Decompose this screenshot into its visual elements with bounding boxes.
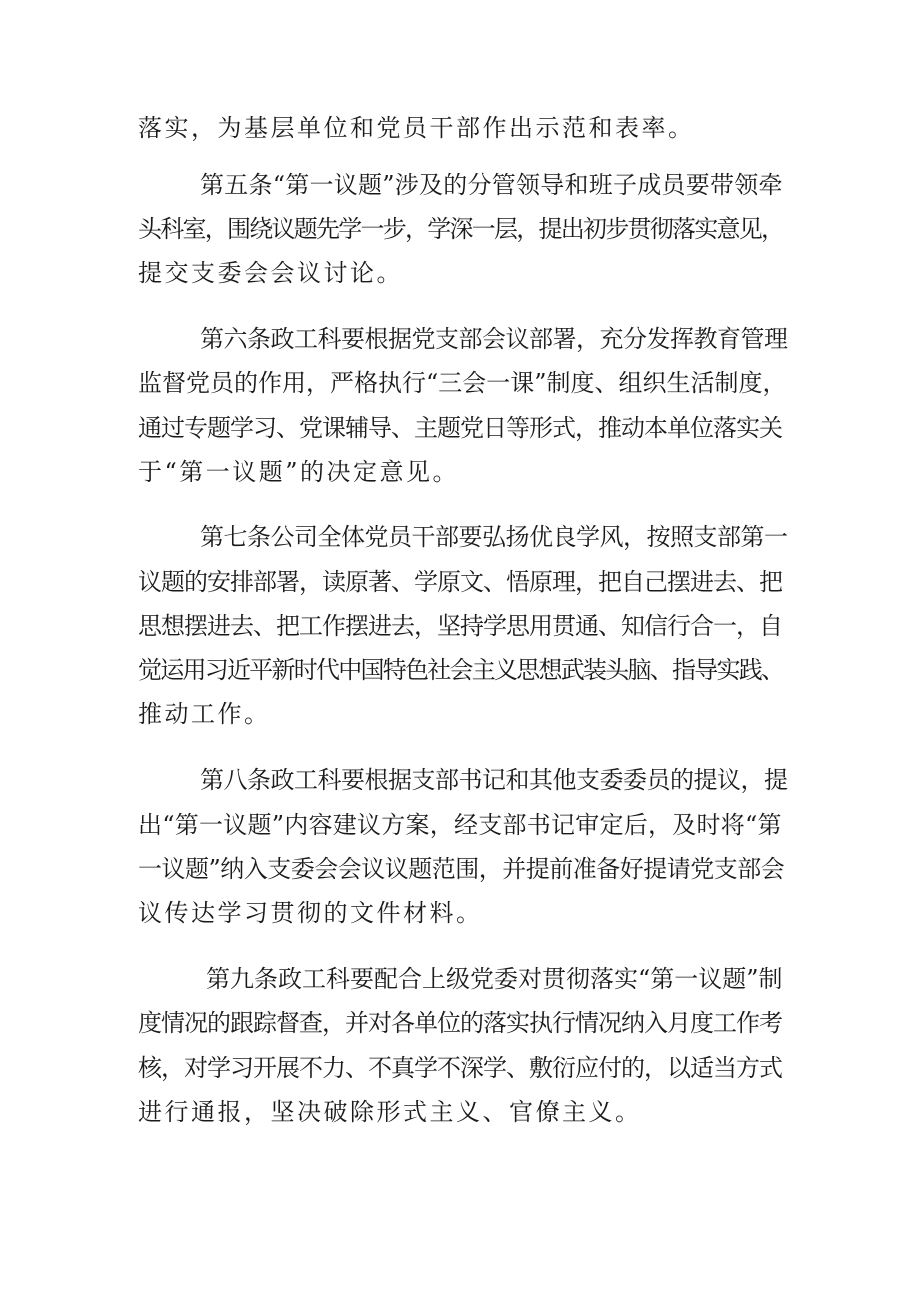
article-9-line-3: 核，对学习开展不力、不真学不深学、敷衍应付的，以适当方式: [138, 1054, 782, 1082]
article-8-line-2: 出“第一议题”内容建议方案，经支部书记审定后，及时将“第: [138, 811, 782, 839]
article-7-line-1: 第七条公司全体党员干部要弘扬优良学风，按照支部第一: [200, 523, 788, 551]
article-7-line-2: 议题的安排部署，读原著、学原文、悟原理，把自己摆进去、把: [138, 568, 782, 596]
article-8-line-3: 一议题”纳入支委会会议议题范围，并提前准备好提请党支部会: [138, 855, 785, 883]
article-9-line-1: 第九条政工科要配合上级党委对贯彻落实“第一议题”制: [206, 965, 783, 993]
article-6-line-2: 监督党员的作用，严格执行“三会一课”制度、组织生活制度，: [138, 369, 787, 397]
article-5-line-1: 第五条“第一议题”涉及的分管领导和班子成员要带领牵: [200, 171, 783, 199]
article-9-line-4: 进行通报，坚决破除形式主义、官僚主义。: [138, 1098, 642, 1126]
article-7-line-5: 推动工作。: [138, 700, 271, 728]
article-5-line-2: 头科室，围绕议题先学一步，学深一层，提出初步贯彻落实意见，: [138, 215, 784, 243]
article-7-line-3: 思想摆进去、把工作摆进去，坚持学思用贯通、知信行合一，自: [138, 612, 782, 640]
article-5-line-3: 提交支委会会议讨论。: [138, 259, 403, 287]
article-8-line-1: 第八条政工科要根据支部书记和其他支委委员的提议，提: [200, 766, 788, 794]
article-8-line-4: 议传达学习贯彻的文件材料。: [138, 899, 483, 927]
article-7-line-4: 觉运用习近平新时代中国特色社会主义思想武装头脑、指导实践、: [138, 656, 784, 684]
paragraph-line: 落实，为基层单位和党员干部作出示范和表率。: [138, 114, 695, 142]
article-9-line-2: 度情况的跟踪督查，并对各单位的落实执行情况纳入月度工作考: [138, 1009, 782, 1037]
article-6-line-3: 通过专题学习、党课辅导、主题党日等形式，推动本单位落实关: [138, 414, 782, 442]
article-6-line-4: 于“第一议题”的决定意见。: [138, 458, 460, 486]
article-6-line-1: 第六条政工科要根据党支部会议部署，充分发挥教育管理: [200, 325, 788, 353]
